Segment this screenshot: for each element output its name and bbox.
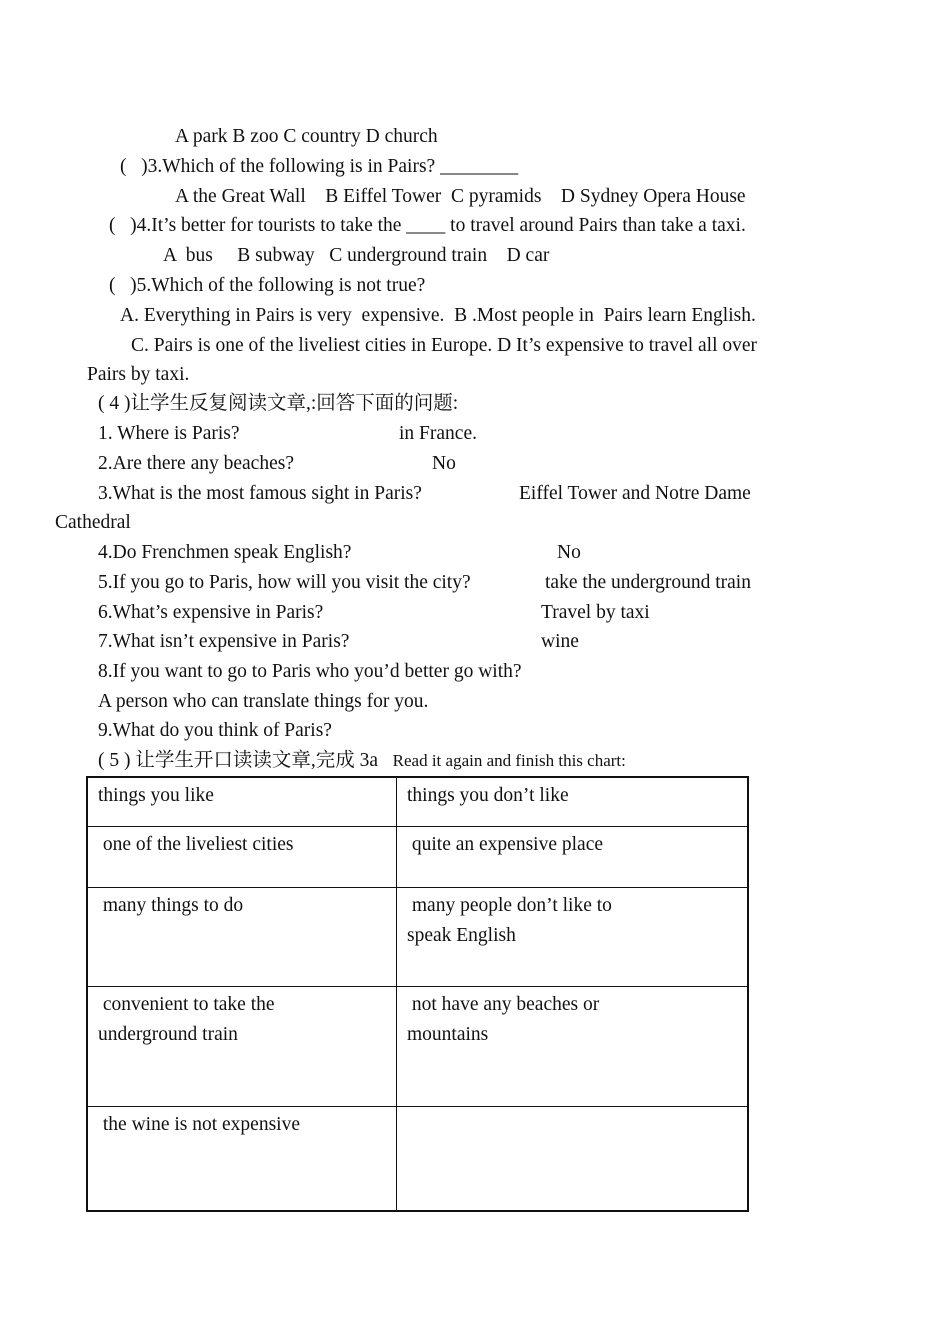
chart-row [87,826,748,887]
chart-header-dislikes: things you don’t like [397,777,749,826]
chart-row [87,1106,748,1211]
question-4: ( )4.It’s better for tourists to take the ____ to travel around Pairs than take a taxi. [109,215,746,236]
likes-dislikes-chart [86,776,749,1212]
answer-3-continued: Cathedral [55,512,131,533]
chart-cell-like: convenient to take the underground train [87,986,397,1106]
question-4-text: 4.Do Frenchmen speak English? [98,542,352,563]
section-4-heading: ( 4 )让学生反复阅读文章,:回答下面的问题: [98,393,459,414]
answer-7-text: wine [541,631,579,652]
question-6-text: 6.What’s expensive in Paris? [98,602,324,623]
answer-8-text: A person who can translate things for you. [98,691,429,712]
chart-header-row [87,777,748,826]
answer-1-text: in France. [399,423,477,444]
question-5-text: 5.If you go to Paris, how will you visit the city? [98,572,471,593]
question-5-options-cd: C. Pairs is one of the liveliest cities in Europe. D It’s expensive to travel all over [131,335,758,356]
question-5: ( )5.Which of the following is not true? [109,275,426,296]
chart-row [87,887,748,986]
answer-4-text: No [557,542,581,563]
answer-3-text: Eiffel Tower and Notre Dame [519,483,751,504]
answer-2-text: No [432,453,456,474]
chart-cell-dislike [397,1106,749,1211]
chart-cell-dislike: not have any beaches or mountains [397,986,749,1106]
section-5-heading-en: Read it again and finish this chart: [392,751,626,770]
question-5-options-continued: Pairs by taxi. [87,364,190,385]
question-3-options: A the Great Wall B Eiffel Tower C pyramids D Sydney Opera House [175,186,746,207]
question-2-text: 2.Are there any beaches? [98,453,294,474]
question-1-text: 1. Where is Paris? [98,423,240,444]
chart-header-likes: things you like [87,777,397,826]
question-5-options-ab: A. Everything in Pairs is very expensive. B .Most people in Pairs learn English. [120,305,756,326]
chart-cell-dislike: quite an expensive place [397,826,749,887]
question-3-text: 3.What is the most famous sight in Paris? [98,483,422,504]
chart-cell-like: many things to do [87,887,397,986]
question-2-options: A park B zoo C country D church [175,126,438,147]
chart-cell-like: one of the liveliest cities [87,826,397,887]
question-3: ( )3.Which of the following is in Pairs? ________ [120,156,519,177]
chart-row [87,986,748,1106]
question-4-options: A bus B subway C underground train D car [163,245,550,266]
answer-5-text: take the underground train [545,572,751,593]
chart-cell-like: the wine is not expensive [87,1106,397,1211]
section-5-heading-cn: ( 5 ) 让学生开口读读文章,完成 3a [98,750,379,771]
section-5-heading [98,749,626,773]
chart-cell-dislike: many people don’t like to speak English [397,887,749,986]
question-7-text: 7.What isn’t expensive in Paris? [98,631,350,652]
question-9-text: 9.What do you think of Paris? [98,720,332,741]
answer-6-text: Travel by taxi [541,602,650,623]
question-8-text: 8.If you want to go to Paris who you’d better go with? [98,661,522,682]
